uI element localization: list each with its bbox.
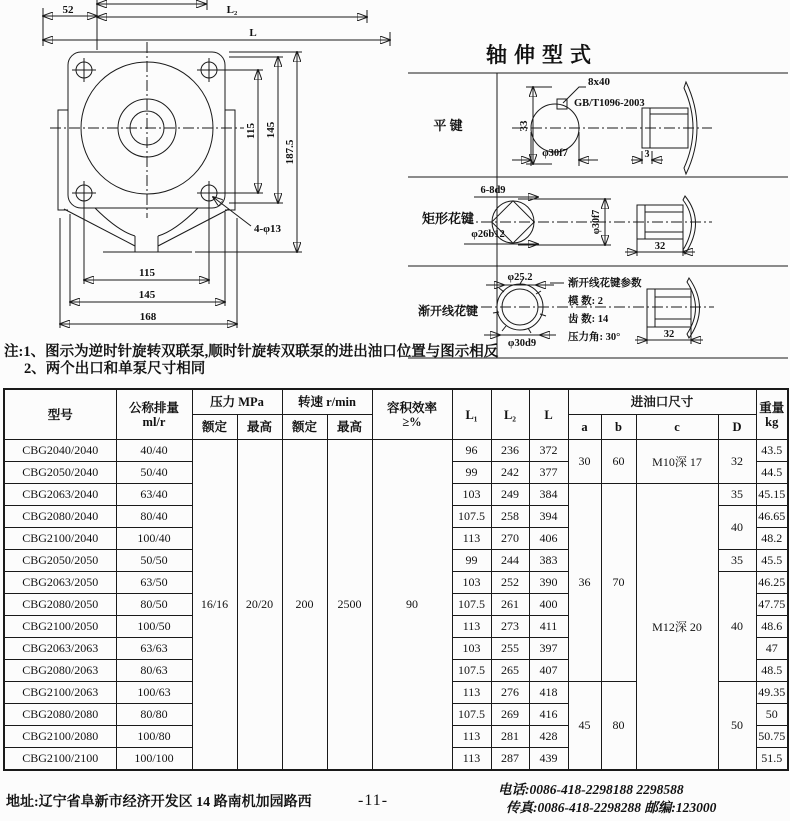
value-cell: 400 bbox=[529, 594, 568, 616]
model-cell: CBG2040/2040 bbox=[4, 440, 116, 462]
page-number: -11- bbox=[358, 792, 389, 809]
value-cell: 252 bbox=[491, 572, 529, 594]
dim-bolt-holes: 4-φ13 bbox=[254, 223, 282, 235]
a-cell: 36 bbox=[568, 484, 601, 682]
dim-L2: L₂ bbox=[226, 4, 238, 16]
weight-cell: 50 bbox=[756, 704, 788, 726]
value-cell: 107.5 bbox=[452, 506, 491, 528]
model-cell: CBG2080/2050 bbox=[4, 594, 116, 616]
value-cell: 372 bbox=[529, 440, 568, 462]
value-cell: 63/40 bbox=[116, 484, 192, 506]
weight-cell: 44.5 bbox=[756, 462, 788, 484]
involute-param-module: 模 数: 2 bbox=[568, 296, 603, 307]
header-speed-max: 最高 bbox=[327, 415, 372, 440]
value-cell: 407 bbox=[529, 660, 568, 682]
footer-address: 地址:辽宁省阜新市经济开发区 14 路南机加园路西 bbox=[6, 795, 312, 810]
value-cell: 100/50 bbox=[116, 616, 192, 638]
dim-right-115: 115 bbox=[245, 123, 257, 139]
value-cell: 269 bbox=[491, 704, 529, 726]
header-pressure-rated: 额定 bbox=[192, 415, 237, 440]
header-displacement: 公称排量 ml/r bbox=[116, 389, 192, 440]
model-cell: CBG2080/2063 bbox=[4, 660, 116, 682]
dim-3: 3 bbox=[644, 149, 650, 160]
footer-fax: 传真:0086-418-2298288 邮编:123000 bbox=[506, 800, 717, 815]
model-cell: CBG2063/2040 bbox=[4, 484, 116, 506]
header-weight: 重量 kg bbox=[756, 389, 788, 440]
spline-spec-label: 6-8d9 bbox=[480, 185, 506, 196]
model-cell: CBG2080/2040 bbox=[4, 506, 116, 528]
weight-cell: 47 bbox=[756, 638, 788, 660]
value-cell: 249 bbox=[491, 484, 529, 506]
pressure-max-cell: 20/20 bbox=[237, 440, 282, 771]
model-cell: CBG2100/2040 bbox=[4, 528, 116, 550]
weight-cell: 48.6 bbox=[756, 616, 788, 638]
value-cell: 113 bbox=[452, 528, 491, 550]
dim-right-187: 187.5 bbox=[284, 139, 296, 165]
value-cell: 265 bbox=[491, 660, 529, 682]
value-cell: 63/63 bbox=[116, 638, 192, 660]
c-cell: M12深 20 bbox=[636, 484, 718, 771]
dim-phi25-2: φ25.2 bbox=[507, 272, 533, 283]
model-cell: CBG2050/2040 bbox=[4, 462, 116, 484]
involute-spline-side-view bbox=[647, 289, 691, 327]
value-cell: 50/40 bbox=[116, 462, 192, 484]
model-cell: CBG2063/2050 bbox=[4, 572, 116, 594]
dim-phi26b12: φ26b12 bbox=[471, 229, 505, 240]
model-cell: CBG2100/2080 bbox=[4, 726, 116, 748]
dim-33: 33 bbox=[518, 120, 530, 132]
header-a: a bbox=[568, 415, 601, 440]
note-line-1: 注:1、图示为逆时针旋转双联泵,顺时针旋转双联泵的进出油口位置与图示相反 bbox=[4, 344, 499, 360]
value-cell: 63/50 bbox=[116, 572, 192, 594]
value-cell: 287 bbox=[491, 748, 529, 771]
key-standard-label: GB/T1096-2003 bbox=[574, 98, 645, 109]
value-cell: 418 bbox=[529, 682, 568, 704]
value-cell: 411 bbox=[529, 616, 568, 638]
value-cell: 113 bbox=[452, 682, 491, 704]
pressure-rated-cell: 16/16 bbox=[192, 440, 237, 771]
d-cell: 40 bbox=[718, 506, 756, 550]
value-cell: 255 bbox=[491, 638, 529, 660]
value-cell: 416 bbox=[529, 704, 568, 726]
row-label-rect-spline: 矩形花键 bbox=[421, 211, 475, 226]
header-efficiency: 容积效率 ≥% bbox=[372, 389, 452, 440]
value-cell: 377 bbox=[529, 462, 568, 484]
value-cell: 100/63 bbox=[116, 682, 192, 704]
footer-phone: 电话:0086-418-2298188 2298588 bbox=[498, 782, 684, 797]
weight-cell: 48.2 bbox=[756, 528, 788, 550]
weight-cell: 45.5 bbox=[756, 550, 788, 572]
a-cell: 45 bbox=[568, 682, 601, 771]
dim-phi30d9: φ30d9 bbox=[507, 338, 537, 349]
value-cell: 384 bbox=[529, 484, 568, 506]
header-L2: L₂ bbox=[491, 389, 529, 440]
value-cell: 96 bbox=[452, 440, 491, 462]
involute-param-teeth: 齿 数: 14 bbox=[568, 314, 609, 325]
value-cell: 258 bbox=[491, 506, 529, 528]
weight-cell: 43.5 bbox=[756, 440, 788, 462]
value-cell: 103 bbox=[452, 484, 491, 506]
model-cell: CBG2063/2063 bbox=[4, 638, 116, 660]
row-label-involute-spline: 渐开线花键 bbox=[417, 304, 479, 318]
header-inlet: 进油口尺寸 bbox=[568, 389, 756, 415]
table-row bbox=[4, 440, 788, 462]
weight-cell: 50.75 bbox=[756, 726, 788, 748]
model-cell: CBG2100/2100 bbox=[4, 748, 116, 771]
header-D: D bbox=[718, 415, 756, 440]
model-cell: CBG2100/2050 bbox=[4, 616, 116, 638]
value-cell: 273 bbox=[491, 616, 529, 638]
key-size-label: 8x40 bbox=[588, 76, 610, 88]
header-L: L bbox=[529, 389, 568, 440]
value-cell: 406 bbox=[529, 528, 568, 550]
value-cell: 99 bbox=[452, 462, 491, 484]
value-cell: 276 bbox=[491, 682, 529, 704]
model-cell: CBG2050/2050 bbox=[4, 550, 116, 572]
spec-table bbox=[3, 388, 789, 771]
weight-cell: 49.35 bbox=[756, 682, 788, 704]
value-cell: 107.5 bbox=[452, 704, 491, 726]
value-cell: 236 bbox=[491, 440, 529, 462]
row-label-flat-key: 平 键 bbox=[433, 118, 463, 133]
value-cell: 383 bbox=[529, 550, 568, 572]
value-cell: 99 bbox=[452, 550, 491, 572]
value-cell: 281 bbox=[491, 726, 529, 748]
dim-bottom-115: 115 bbox=[139, 267, 155, 279]
value-cell: 103 bbox=[452, 572, 491, 594]
efficiency-cell: 90 bbox=[372, 440, 452, 771]
d-cell: 32 bbox=[718, 440, 756, 484]
weight-cell: 47.75 bbox=[756, 594, 788, 616]
value-cell: 428 bbox=[529, 726, 568, 748]
note-line-2: 2、两个出口和单泵尺寸相同 bbox=[24, 361, 206, 377]
value-cell: 113 bbox=[452, 616, 491, 638]
value-cell: 113 bbox=[452, 748, 491, 771]
dim-bottom-168: 168 bbox=[139, 311, 157, 323]
b-cell: 60 bbox=[601, 440, 636, 484]
weight-cell: 45.15 bbox=[756, 484, 788, 506]
notes-block bbox=[4, 344, 498, 378]
weight-cell: 46.65 bbox=[756, 506, 788, 528]
header-model: 型号 bbox=[4, 389, 116, 440]
value-cell: 40/40 bbox=[116, 440, 192, 462]
d-cell: 50 bbox=[718, 682, 756, 771]
value-cell: 113 bbox=[452, 726, 491, 748]
d-cell: 35 bbox=[718, 484, 756, 506]
header-speed: 转速 r/min bbox=[282, 389, 372, 415]
header-pressure-max: 最高 bbox=[237, 415, 282, 440]
value-cell: 80/63 bbox=[116, 660, 192, 682]
dim-phi30f7: φ30f7 bbox=[542, 148, 568, 159]
header-L1: L₁ bbox=[452, 389, 491, 440]
bracket-right-tab bbox=[225, 110, 235, 210]
a-cell: 30 bbox=[568, 440, 601, 484]
shaft-extension-section bbox=[400, 24, 790, 380]
value-cell: 270 bbox=[491, 528, 529, 550]
header-b: b bbox=[601, 415, 636, 440]
value-cell: 397 bbox=[529, 638, 568, 660]
pump-front-view-drawing bbox=[0, 0, 400, 348]
value-cell: 100/80 bbox=[116, 726, 192, 748]
dim-52: 52 bbox=[62, 4, 74, 16]
dim-32-row3: 32 bbox=[663, 329, 675, 340]
dim-L: L bbox=[249, 27, 257, 39]
weight-cell: 46.25 bbox=[756, 572, 788, 594]
model-cell: CBG2100/2063 bbox=[4, 682, 116, 704]
speed-rated-cell: 200 bbox=[282, 440, 327, 771]
d-cell: 40 bbox=[718, 572, 756, 682]
dim-phi30f7-spline: φ30f7 bbox=[591, 209, 602, 235]
dim-32-row2: 32 bbox=[654, 241, 666, 252]
speed-max-cell: 2500 bbox=[327, 440, 372, 771]
involute-param-title: 渐开线花键参数 bbox=[568, 278, 642, 289]
dim-bottom-145: 145 bbox=[138, 289, 156, 301]
value-cell: 394 bbox=[529, 506, 568, 528]
value-cell: 100/40 bbox=[116, 528, 192, 550]
value-cell: 107.5 bbox=[452, 660, 491, 682]
b-cell: 80 bbox=[601, 682, 636, 771]
value-cell: 80/40 bbox=[116, 506, 192, 528]
weight-cell: 51.5 bbox=[756, 748, 788, 771]
header-c: c bbox=[636, 415, 718, 440]
value-cell: 439 bbox=[529, 748, 568, 771]
value-cell: 80/80 bbox=[116, 704, 192, 726]
value-cell: 244 bbox=[491, 550, 529, 572]
d-cell: 35 bbox=[718, 550, 756, 572]
model-cell: CBG2080/2080 bbox=[4, 704, 116, 726]
value-cell: 107.5 bbox=[452, 594, 491, 616]
value-cell: 80/50 bbox=[116, 594, 192, 616]
c-cell: M10深 17 bbox=[636, 440, 718, 484]
value-cell: 100/100 bbox=[116, 748, 192, 771]
value-cell: 261 bbox=[491, 594, 529, 616]
b-cell: 70 bbox=[601, 484, 636, 682]
header-speed-rated: 额定 bbox=[282, 415, 327, 440]
involute-param-angle: 压力角: 30° bbox=[568, 332, 621, 343]
weight-cell: 48.5 bbox=[756, 660, 788, 682]
bracket-left-tab bbox=[58, 110, 68, 210]
value-cell: 242 bbox=[491, 462, 529, 484]
value-cell: 103 bbox=[452, 638, 491, 660]
dim-right-145: 145 bbox=[265, 121, 277, 139]
shaft-section-title: 轴伸型式 bbox=[486, 43, 598, 67]
value-cell: 390 bbox=[529, 572, 568, 594]
value-cell: 50/50 bbox=[116, 550, 192, 572]
header-pressure: 压力 MPa bbox=[192, 389, 282, 415]
